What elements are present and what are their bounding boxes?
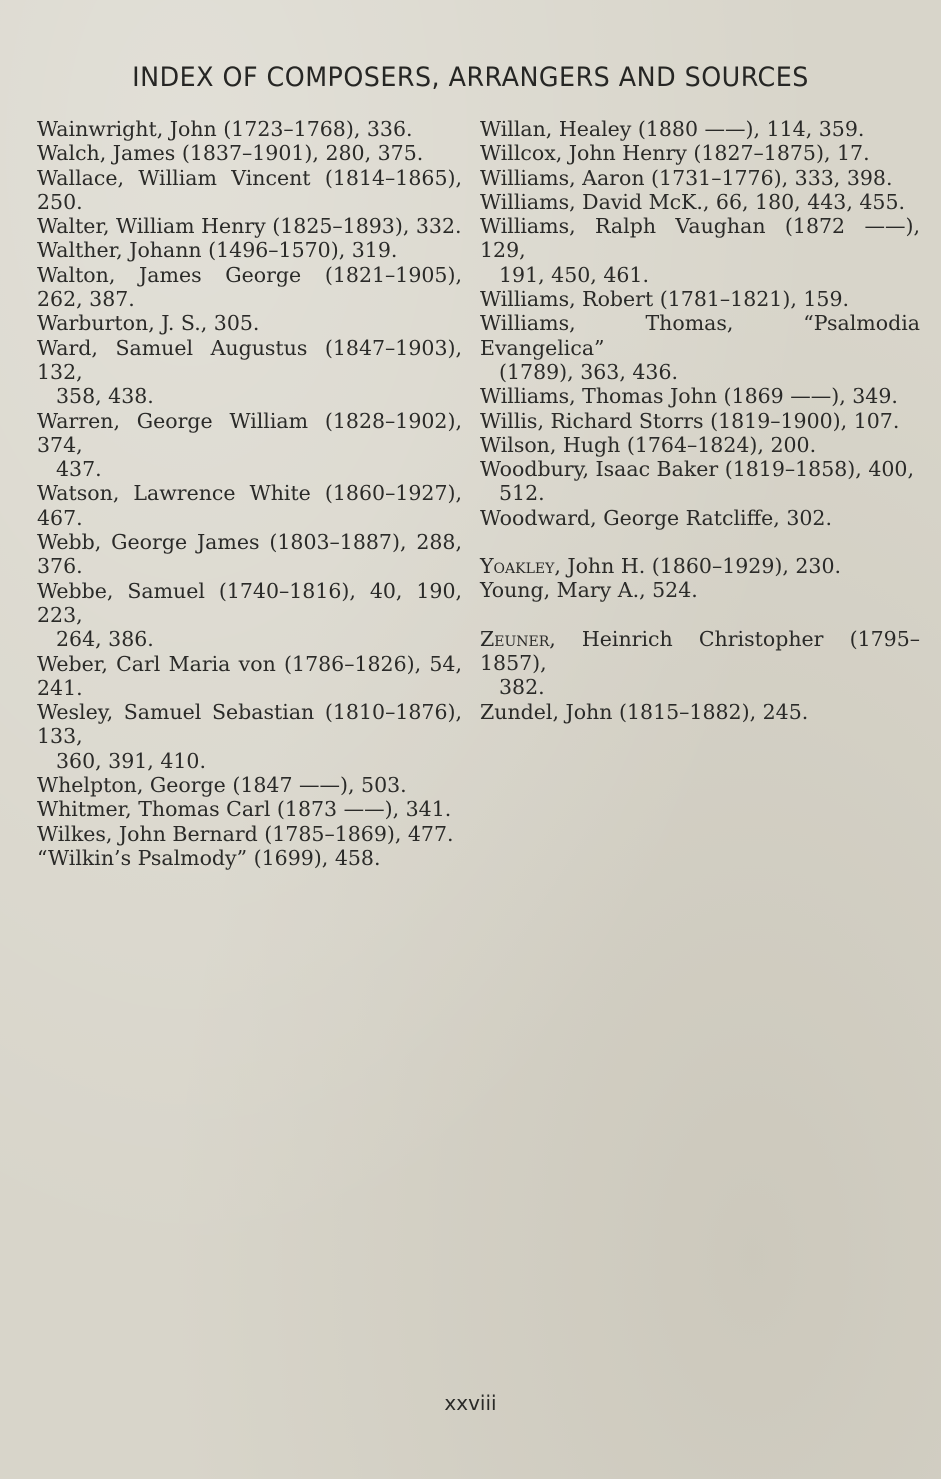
entry-text: Williams, Robert (1781–1821), 159.: [480, 287, 849, 312]
index-entry: [37, 797, 462, 821]
entry-text: Warren, George William (1828–1902), 374,: [37, 408, 462, 457]
index-entry: [37, 214, 462, 238]
entry-continuation: 360, 391, 410.: [56, 748, 206, 773]
entry-text: Weber, Carl Maria von (1786–1826), 54, 241.: [37, 651, 462, 700]
entry-text: Warburton, J. S., 305.: [37, 311, 260, 336]
index-entry: [37, 773, 462, 797]
entry-text: Williams, Aaron (1731–1776), 333, 398.: [480, 165, 893, 190]
entry-text: Walch, James (1837–1901), 280, 375.: [37, 141, 424, 166]
index-entry: [480, 409, 920, 433]
entry-text: Willan, Healey (1880 ——), 114, 359.: [480, 117, 865, 141]
index-entry: [480, 627, 920, 700]
index-entry: [37, 238, 462, 262]
entry-continuation: 512.: [499, 481, 545, 506]
section-gap: [480, 603, 920, 627]
entry-text: Walton, James George (1821–1905), 262, 387.: [37, 262, 462, 312]
index-entry: [37, 409, 462, 482]
page-number: xxviii: [444, 1391, 497, 1415]
entry-text: Webbe, Samuel (1740–1816), 40, 190, 223,: [37, 578, 462, 627]
index-entry: [480, 311, 920, 384]
entry-text: Willis, Richard Storrs (1819–1900), 107.: [480, 408, 900, 433]
index-entry: [480, 166, 920, 190]
entry-text: Webb, George James (1803–1887), 288, 376.: [37, 530, 462, 579]
entry-text: Williams, Thomas John (1869 ——), 349.: [480, 384, 898, 409]
index-entry: [480, 214, 920, 287]
index-entry: [480, 457, 920, 506]
left-column: [37, 117, 462, 870]
entry-text: Watson, Lawrence White (1860–1927), 467.: [37, 481, 462, 530]
entry-text: Wilson, Hugh (1764–1824), 200.: [480, 432, 817, 457]
index-entry: [37, 530, 462, 579]
entry-text: , John H. (1860–1929), 230.: [554, 554, 842, 579]
entry-text: Woodbury, Isaac Baker (1819–1858), 400,: [480, 457, 914, 482]
entry-text: Williams, David McK., 66, 180, 443, 455.: [480, 189, 906, 214]
index-entry: [37, 311, 462, 335]
index-entry: [37, 166, 462, 215]
index-entry: [37, 652, 462, 701]
right-column: [480, 117, 920, 724]
index-entry: [37, 579, 462, 652]
index-entry: [37, 117, 462, 141]
index-entry: [480, 433, 920, 457]
index-entry: [37, 141, 462, 165]
index-entry: [480, 190, 920, 214]
entry-text: Wesley, Samuel Sebastian (1810–1876), 133,: [37, 700, 462, 749]
entry-text: , Heinrich Christopher (1795–1857),: [480, 626, 920, 675]
entry-continuation: 358, 438.: [56, 384, 154, 409]
index-entry: [480, 554, 920, 578]
index-entry: [480, 506, 920, 530]
entry-text: , Mary A., 524.: [543, 578, 698, 603]
entry-text: Wallace, William Vincent (1814–1865), 250.: [37, 165, 462, 214]
entry-text: Williams, Ralph Vaughan (1872 ——), 129,: [480, 214, 920, 263]
entry-name: Zeuner: [480, 626, 550, 651]
index-entry: [37, 822, 462, 846]
entry-text: Whelpton, George (1847 ——), 503.: [37, 773, 407, 798]
entry-text: Wilkes, John Bernard (1785–1869), 477.: [37, 821, 454, 846]
page-title: INDEX OF COMPOSERS, ARRANGERS AND SOURCES: [132, 62, 809, 93]
index-entry: [480, 700, 920, 724]
index-entry: [37, 481, 462, 530]
entry-text: Willcox, John Henry (1827–1875), 17.: [480, 141, 870, 166]
index-entry: [37, 336, 462, 409]
index-entry: [480, 578, 920, 602]
entry-name: Yoakley: [480, 554, 555, 579]
entry-text: Walther, Johann (1496–1570), 319.: [37, 238, 398, 263]
entry-text: Ward, Samuel Augustus (1847–1903), 132,: [37, 335, 462, 384]
entry-continuation: (1789), 363, 436.: [499, 359, 679, 384]
index-entry: [480, 384, 920, 408]
index-entry: [37, 700, 462, 773]
entry-text: Williams, Thomas, “Psalmodia Evangelica”: [480, 311, 920, 360]
index-entry: [37, 846, 462, 870]
entry-name: Zundel: [480, 699, 553, 724]
index-entry: [37, 263, 462, 312]
entry-continuation: 382.: [499, 675, 545, 700]
section-gap: [480, 530, 920, 554]
index-entry: [480, 287, 920, 311]
entry-text: , John (1815–1882), 245.: [552, 699, 809, 724]
entry-text: “Wilkin’s Psalmody” (1699), 458.: [37, 845, 381, 870]
entry-continuation: 437.: [56, 457, 102, 482]
entry-text: Whitmer, Thomas Carl (1873 ——), 341.: [37, 797, 452, 822]
index-entry: [480, 117, 920, 141]
entry-text: Woodward, George Ratcliffe, 302.: [480, 505, 832, 530]
entry-name: Young: [480, 578, 544, 603]
entry-text: Walter, William Henry (1825–1893), 332.: [37, 214, 462, 239]
index-entry: [480, 141, 920, 165]
entry-text: Wainwright, John (1723–1768), 336.: [37, 117, 413, 141]
entry-continuation: 264, 386.: [56, 627, 154, 652]
entry-continuation: 191, 450, 461.: [499, 262, 649, 287]
